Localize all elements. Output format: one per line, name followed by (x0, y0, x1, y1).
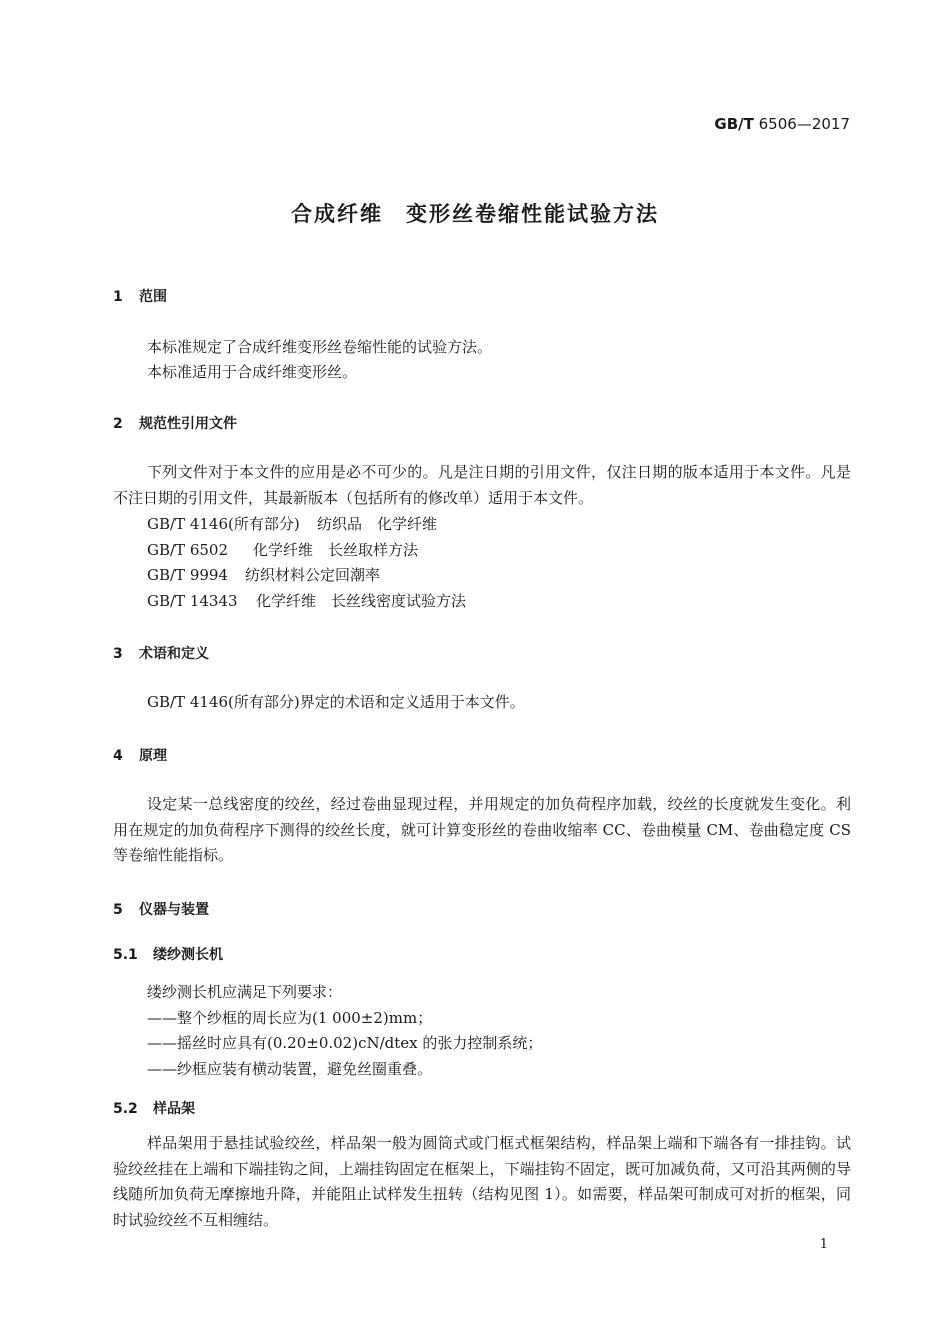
requirement-item: ——纱框应装有横动装置，避免丝圈重叠。 (147, 1060, 433, 1078)
requirements-intro: 缕纱测长机应满足下列要求： (147, 983, 343, 1001)
subsection-5-2-heading (113, 1098, 195, 1118)
reference-item (147, 539, 418, 560)
standard-prefix: GB/T (714, 115, 754, 133)
page-number: 1 (819, 1237, 828, 1252)
reference-code: GB/T 6502 (147, 541, 229, 559)
section-1-heading (113, 286, 167, 306)
requirement-item: ——整个纱框的周长应为(1 000±2)mm； (147, 1009, 433, 1027)
scope-line-2: 本标准适用于合成纤维变形丝。 (147, 363, 358, 381)
section-number: 1 (113, 289, 123, 305)
reference-title: 纺织材料公定回潮率 (245, 566, 381, 584)
subsection-title: 缕纱测长机 (153, 947, 223, 963)
reference-title: 纺织品 化学纤维 (317, 515, 438, 533)
subsection-5-1-heading (113, 944, 223, 964)
reference-title: 化学纤维 长丝取样方法 (253, 541, 419, 559)
section-2-heading (113, 413, 237, 433)
section-title: 术语和定义 (139, 646, 209, 662)
reference-code: GB/T 14343 (147, 592, 238, 610)
standard-number: 6506—2017 (758, 115, 850, 133)
normative-refs-intro: 下列文件对于本文件的应用是必不可少的。凡是注日期的引用文件，仅注日期的版本适用于本文件。凡是不注日期的引用文件，其最新版本（包括所有的修改单）适用于本文件。 (113, 463, 851, 507)
section-number: 2 (113, 416, 123, 432)
reference-item (147, 590, 466, 611)
subsection-number: 5.2 (113, 1101, 138, 1117)
section-number: 4 (113, 748, 123, 764)
subsection-title: 样品架 (153, 1101, 195, 1117)
section-5-heading (113, 899, 209, 919)
sample-rack-text: 样品架用于悬挂试验绞丝，样品架一般为圆筒式或门框式框架结构，样品架上端和下端各有一排挂钩。试验绞丝挂在上端和下端挂钩之间，上端挂钩固定在框架上，下端挂钩不固定，既可加减负荷，又可沿其两侧的导线随所加负荷无摩擦地升降，并能阻止试样发生扭转（结构见图 1）。如需要，样品架可制成可对折的框架，同时试验绞丝不互相缠结。 (113, 1134, 851, 1229)
reference-item (147, 513, 437, 534)
subsection-number: 5.1 (113, 947, 138, 963)
reference-code: GB/T 9994 (147, 566, 229, 584)
document-title: 合成纤维 变形丝卷缩性能试验方法 (291, 202, 659, 226)
terms-definitions-text: GB/T 4146(所有部分)界定的术语和定义适用于本文件。 (147, 693, 525, 711)
principle-text: 设定某一总线密度的绞丝，经过卷曲显现过程，并用规定的加负荷程序加载，绞丝的长度就发生变化。利用在规定的加负荷程序下测得的绞丝长度，就可计算变形丝的卷曲收缩率 CC、卷曲模量 CM、卷曲稳定度 CS 等卷缩性能指标。 (113, 795, 851, 864)
section-title: 仪器与装置 (139, 902, 209, 918)
reference-title: 化学纤维 长丝线密度试验方法 (256, 592, 467, 610)
section-4-heading (113, 745, 167, 765)
requirement-item: ——摇丝时应具有(0.20±0.02)cN/dtex 的张力控制系统； (147, 1034, 543, 1052)
section-title: 范围 (139, 289, 167, 305)
scope-line-1: 本标准规定了合成纤维变形丝卷缩性能的试验方法。 (147, 338, 493, 356)
section-3-heading (113, 643, 209, 663)
section-number: 3 (113, 646, 123, 662)
reference-code: GB/T 4146(所有部分) (147, 515, 300, 533)
section-number: 5 (113, 902, 123, 918)
section-title: 规范性引用文件 (139, 416, 237, 432)
reference-item (147, 564, 380, 585)
standard-code (714, 115, 850, 133)
section-title: 原理 (139, 748, 167, 764)
